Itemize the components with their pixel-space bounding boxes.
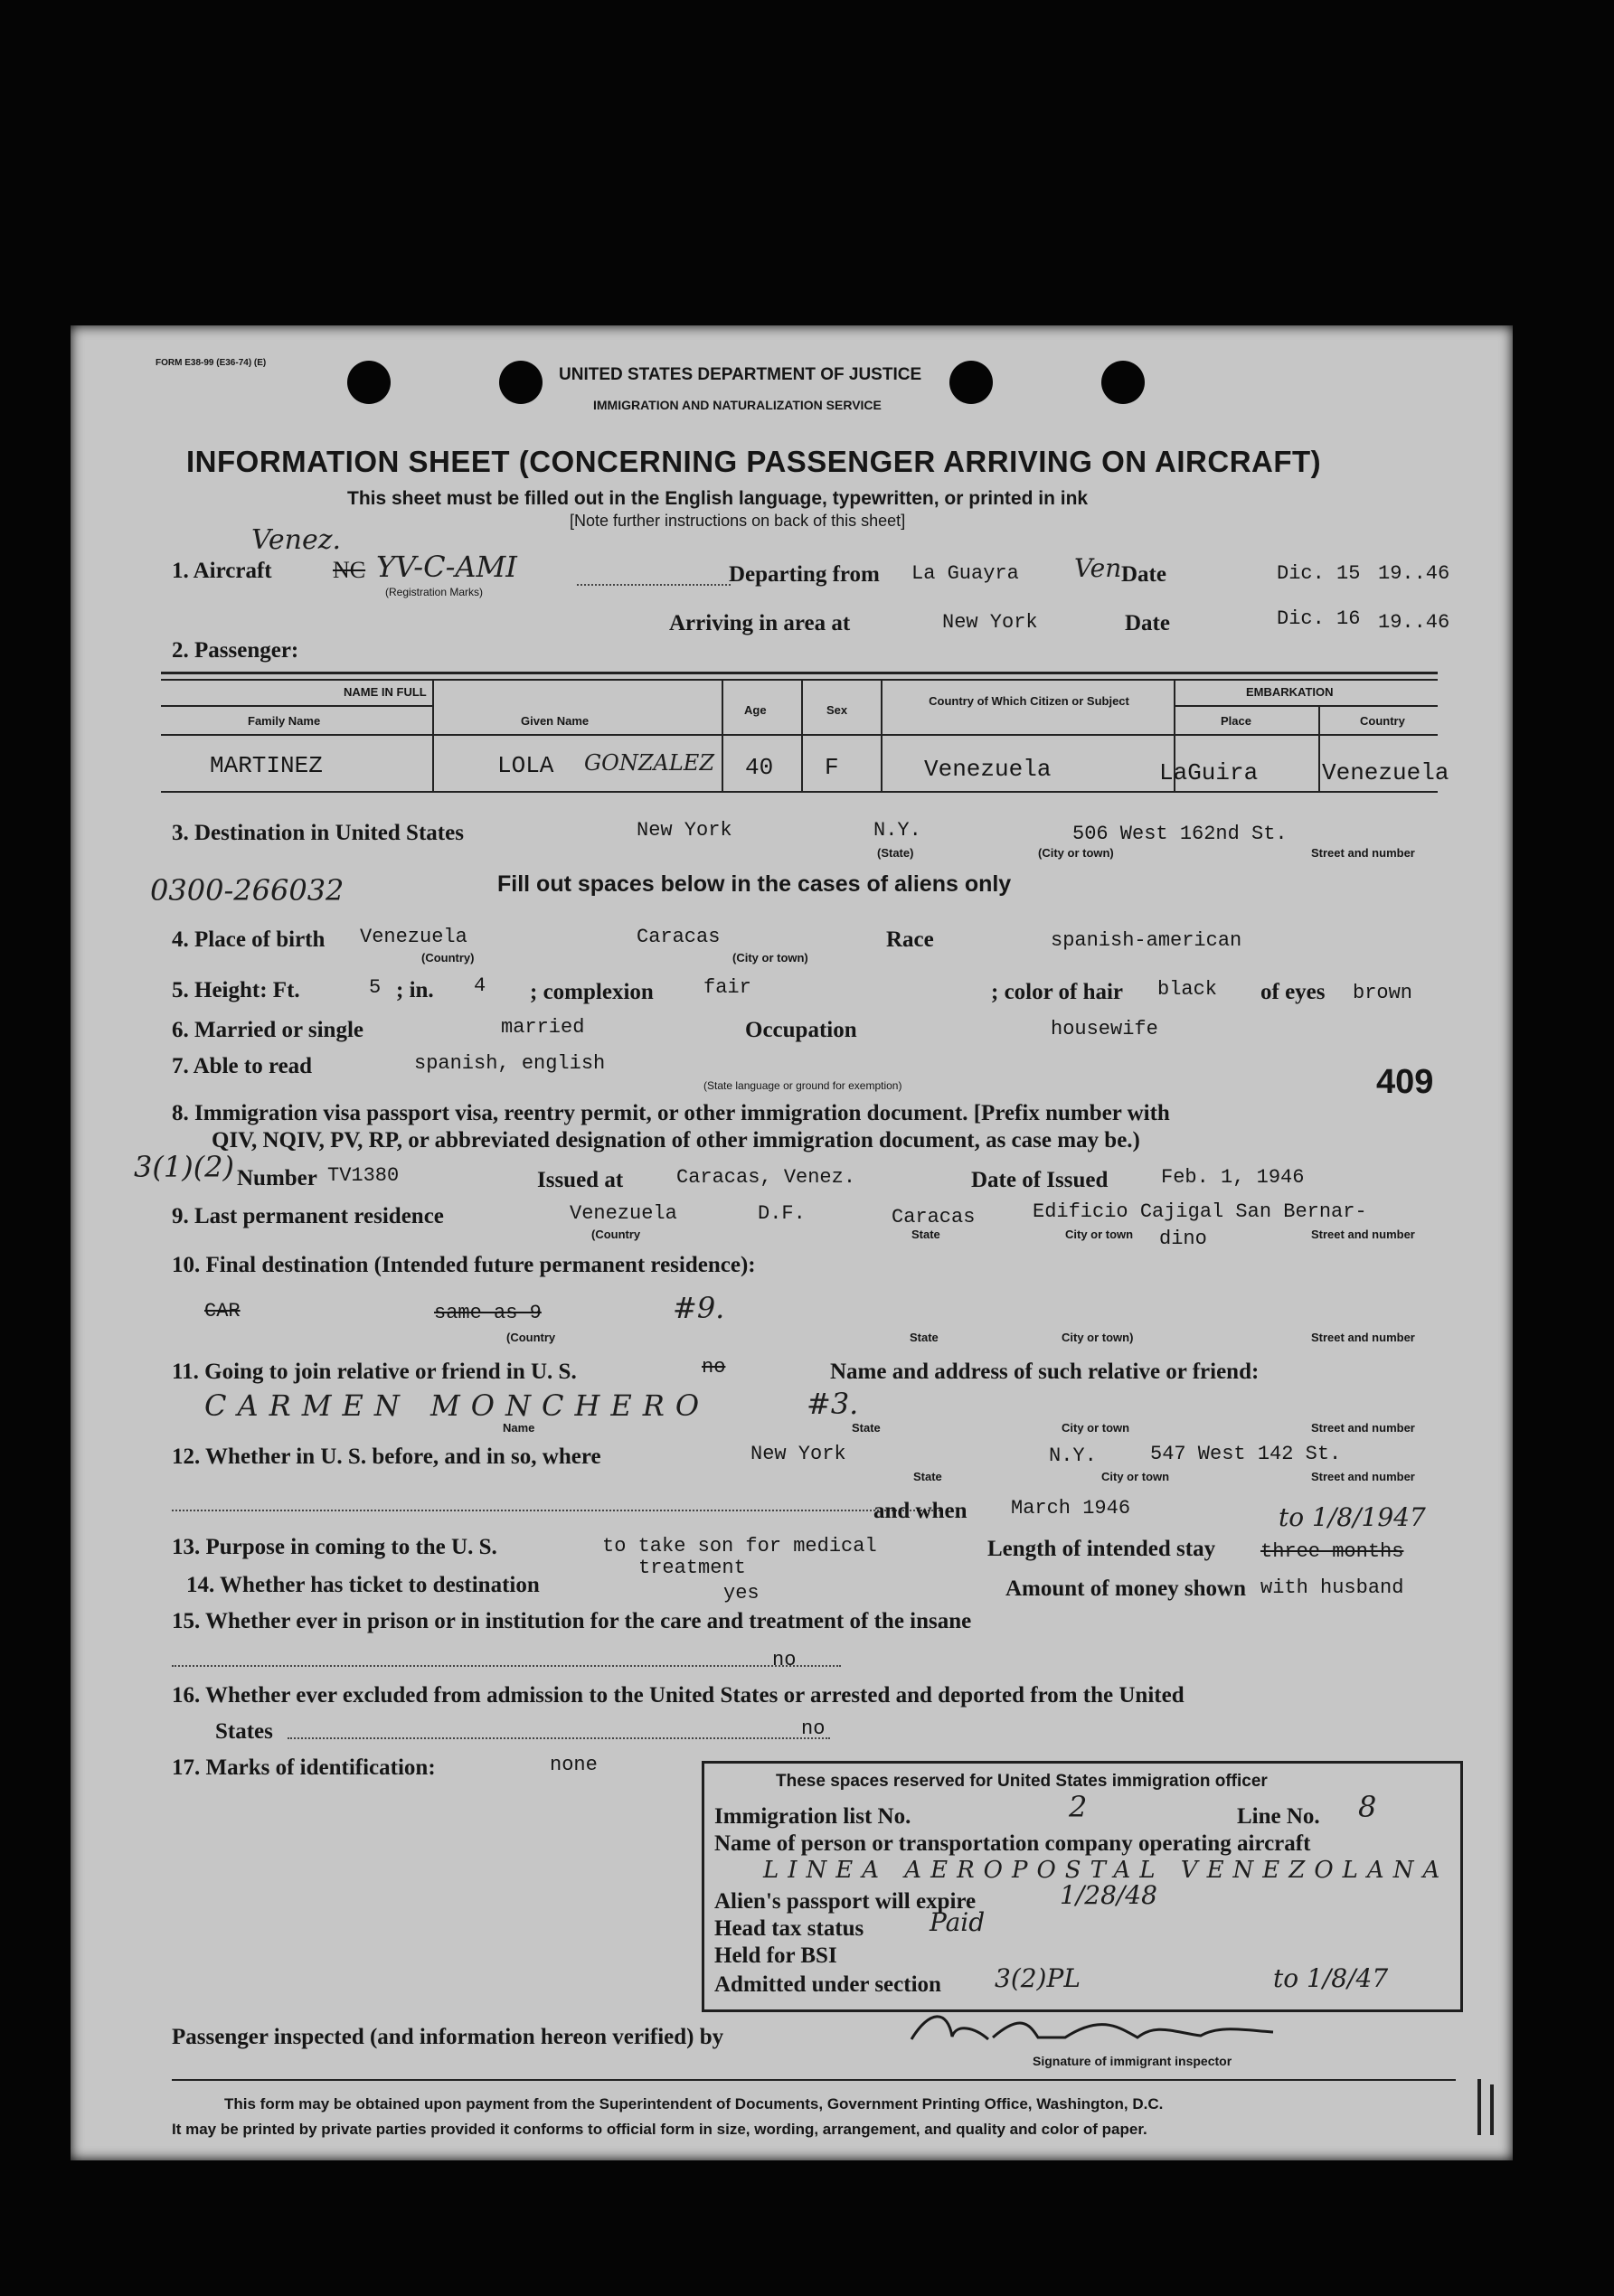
- cap-city: City or town: [1065, 1228, 1134, 1241]
- eyes-label: of eyes: [1260, 980, 1326, 1004]
- join-hand-name: CARMEN MONCHERO: [204, 1388, 711, 1423]
- married-value: married: [501, 1016, 585, 1039]
- form-sheet: [71, 325, 1513, 2160]
- ticket-value: yes: [723, 1582, 760, 1604]
- occupation-value: housewife: [1051, 1018, 1158, 1040]
- stay-struck: three months: [1260, 1540, 1404, 1563]
- prison-label: 15. Whether ever in prison or in institution for the care and treatment of the insane: [172, 1609, 972, 1633]
- when-label: and when: [873, 1499, 967, 1523]
- tax-label: Head tax status: [714, 1916, 864, 1941]
- aircraft-label: 1. Aircraft: [172, 559, 272, 583]
- service-name: IMMIGRATION AND NATURALIZATION SERVICE: [593, 398, 882, 412]
- footer-note-2: It may be printed by private parties provided it conforms to official form in size, wording, arrangement, and quality and color of paper.: [172, 2121, 1147, 2138]
- birth-city: Caracas: [637, 926, 721, 948]
- height-in: 4: [474, 974, 486, 997]
- race-label: Race: [886, 927, 934, 952]
- married-label: 6. Married or single: [172, 1018, 363, 1042]
- visa-line1: 8. Immigration visa passport visa, reentry permit, or other immigration document. [Prefix number with: [172, 1101, 1170, 1125]
- cap-city: City or town: [1101, 1470, 1170, 1483]
- cap-city: City or town): [1062, 1331, 1134, 1344]
- when-value: March 1946: [1011, 1497, 1131, 1520]
- cell-family: MARTINEZ: [210, 752, 323, 779]
- page-title: INFORMATION SHEET (CONCERNING PASSENGER ARRIVING ON AIRCRAFT): [186, 445, 1322, 478]
- stay-label: Length of intended stay: [987, 1537, 1216, 1561]
- before-street: 547 West 142 St.: [1150, 1443, 1342, 1465]
- complexion-value: fair: [703, 976, 751, 999]
- punch-hole: [949, 361, 993, 404]
- residence-city: Caracas: [892, 1206, 976, 1228]
- cap-state: State: [913, 1470, 942, 1483]
- cap-state: State: [911, 1228, 940, 1241]
- departing-label: Departing from: [729, 562, 880, 587]
- before-label: 12. Whether in U. S. before, and in so, where: [172, 1444, 601, 1469]
- birth-label: 4. Place of birth: [172, 927, 326, 952]
- cap-street: Street and number: [1311, 1421, 1415, 1435]
- residence-label: 9. Last permanent residence: [172, 1204, 444, 1228]
- header-family: Family Name: [248, 714, 321, 728]
- complexion-label: ; complexion: [530, 980, 654, 1004]
- issued-at: Caracas, Venez.: [676, 1166, 856, 1189]
- excluded-label-1: 16. Whether ever excluded from admission to the United States or arrested and deported from the United: [172, 1683, 1185, 1708]
- final-hand: #9.: [673, 1291, 725, 1325]
- cap-country: (Country: [506, 1331, 556, 1344]
- depart-year: 19..46: [1378, 562, 1450, 585]
- signature-caption: Signature of immigrant inspector: [1033, 2054, 1232, 2068]
- before-state: N.Y.: [1049, 1444, 1097, 1467]
- cell-place: LaGuira: [1159, 759, 1259, 786]
- excluded-value: no: [801, 1717, 826, 1740]
- depart-date: Dic. 15: [1277, 562, 1361, 585]
- company-value: LINEA AEROPOSTAL VENEZOLANA: [763, 1857, 1449, 1884]
- purpose-value-2: treatment: [638, 1557, 746, 1579]
- cap-state: State: [852, 1421, 881, 1435]
- cap-name: Name: [503, 1421, 535, 1435]
- aircraft-hand-prefix: Venez.: [251, 524, 342, 556]
- passport-label: Alien's passport will expire: [714, 1889, 977, 1914]
- line-label: Line No.: [1237, 1804, 1320, 1829]
- cell-sex: F: [825, 754, 839, 781]
- list-number: 2: [1069, 1790, 1088, 1824]
- money-label: Amount of money shown: [1005, 1576, 1247, 1601]
- department-name: UNITED STATES DEPARTMENT OF JUSTICE: [559, 365, 922, 384]
- join-value: no: [702, 1356, 726, 1379]
- read-caption: (State language or ground for exemption): [703, 1079, 902, 1092]
- tax-value: Paid: [930, 1907, 986, 1937]
- cap-state: State: [910, 1331, 939, 1344]
- header-given: Given Name: [521, 714, 590, 728]
- cap-street: Street and number: [1311, 1470, 1415, 1483]
- cap-city: City or town: [1062, 1421, 1130, 1435]
- destination-street: 506 West 162nd St.: [1072, 823, 1288, 845]
- header-embarkation: EMBARKATION: [1246, 685, 1334, 699]
- section-label: Admitted under section: [714, 1972, 941, 1997]
- cap-city: (City or town): [732, 951, 808, 965]
- footer-note-1: This form may be obtained upon payment from the Superintendent of Documents, Government Printing Office, Washington, D.C.: [224, 2095, 1164, 2113]
- cap-country: (Country): [421, 951, 475, 965]
- bsi-label: Held for BSI: [714, 1943, 837, 1968]
- punch-hole: [499, 361, 543, 404]
- cell-age: 40: [745, 754, 774, 781]
- header-emb-country: Country: [1360, 714, 1405, 728]
- destination-city: New York: [637, 819, 732, 842]
- residence-street2: dino: [1159, 1228, 1207, 1250]
- height-in-label: ; in.: [396, 978, 434, 1002]
- cell-country: Venezuela: [924, 756, 1052, 783]
- cap-state: (State): [877, 846, 914, 860]
- line-number: 8: [1358, 1790, 1377, 1824]
- instructions: This sheet must be filled out in the English language, typewritten, or printed in ink: [347, 488, 1089, 509]
- ticket-label: 14. Whether has ticket to destination: [186, 1573, 540, 1597]
- cap-street: Street and number: [1311, 1228, 1415, 1241]
- inspected-label: Passenger inspected (and information hereon verified) by: [172, 2025, 724, 2049]
- stay-hand: to 1/8/1947: [1279, 1502, 1426, 1532]
- arrive-date: Dic. 16: [1277, 607, 1361, 630]
- aircraft-struck: NC: [333, 557, 366, 583]
- issued-at-label: Issued at: [537, 1168, 624, 1192]
- header-age: Age: [744, 703, 767, 717]
- cap-city: (City or town): [1038, 846, 1114, 860]
- cell-emb-country: Venezuela: [1322, 759, 1449, 786]
- birth-country: Venezuela: [360, 926, 467, 948]
- stamp-number: 409: [1376, 1063, 1434, 1101]
- passport-value: 1/28/48: [1060, 1880, 1157, 1910]
- header-sex: Sex: [826, 703, 848, 717]
- note: [Note further instructions on back of this sheet]: [570, 512, 906, 530]
- purpose-label: 13. Purpose in coming to the U. S.: [172, 1535, 497, 1559]
- destination-label: 3. Destination in United States: [172, 821, 464, 845]
- read-value: spanish, english: [414, 1052, 606, 1075]
- eyes-value: brown: [1353, 982, 1413, 1004]
- money-value: with husband: [1260, 1576, 1404, 1599]
- aircraft-registration: YV-C-AMI: [376, 550, 517, 584]
- company-label: Name of person or transportation company operating aircraft: [714, 1831, 1311, 1856]
- section-date: to 1/8/47: [1273, 1963, 1389, 1993]
- final-struck-2: same as 9: [434, 1302, 542, 1324]
- cell-given-hand: GONZALEZ: [584, 750, 714, 776]
- arriving-value: New York: [942, 611, 1038, 634]
- read-label: 7. Able to read: [172, 1054, 313, 1078]
- date-label: Date: [1121, 562, 1166, 587]
- residence-country: Venezuela: [570, 1202, 677, 1225]
- passenger-label: 2. Passenger:: [172, 638, 299, 663]
- visa-number-label: Number: [237, 1166, 317, 1190]
- header-name-in-full: NAME IN FULL: [344, 685, 427, 699]
- departing-hand: Ven.: [1074, 553, 1130, 583]
- list-label: Immigration list No.: [714, 1804, 911, 1829]
- marks-label: 17. Marks of identification:: [172, 1755, 436, 1780]
- arrive-date-label: Date: [1125, 611, 1170, 635]
- hair-value: black: [1157, 978, 1218, 1001]
- visa-date: Feb. 1, 1946: [1161, 1166, 1305, 1189]
- before-city: New York: [750, 1443, 846, 1465]
- form-number: FORM E38-99 (E36-74) (E): [156, 358, 267, 368]
- header-place: Place: [1221, 714, 1251, 728]
- punch-hole: [1101, 361, 1145, 404]
- cell-given: LOLA: [497, 752, 554, 779]
- final-struck-1: CAR: [204, 1300, 241, 1322]
- marks-value: none: [550, 1754, 598, 1776]
- excluded-label-2: States: [215, 1719, 273, 1744]
- officer-heading: These spaces reserved for United States immigration officer: [776, 1772, 1268, 1791]
- join-name-label: Name and address of such relative or friend:: [830, 1360, 1260, 1384]
- residence-street: Edificio Cajigal San Bernar-: [1033, 1200, 1367, 1223]
- residence-state: D.F.: [758, 1202, 806, 1225]
- cap-street: Street and number: [1311, 1331, 1415, 1344]
- visa-hand-prefix: 3(1)(2): [134, 1150, 235, 1184]
- inspector-signature: [902, 2005, 1354, 2050]
- purpose-value: to take son for medical: [602, 1535, 877, 1557]
- final-label: 10. Final destination (Intended future permanent residence):: [172, 1253, 756, 1277]
- height-label: 5. Height: Ft.: [172, 978, 300, 1002]
- occupation-label: Occupation: [745, 1018, 857, 1042]
- arrive-year: 19..46: [1378, 611, 1450, 634]
- cap-street: Street and number: [1311, 846, 1415, 860]
- file-number: 0300-266032: [150, 873, 345, 908]
- header-country: Country of Which Citizen or Subject: [929, 694, 1129, 708]
- destination-state: N.Y.: [873, 819, 921, 842]
- cap-country: (Country: [591, 1228, 641, 1241]
- visa-number: TV1380: [327, 1164, 400, 1187]
- arriving-label: Arriving in area at: [669, 611, 851, 635]
- height-ft: 5: [369, 976, 382, 999]
- departing-value: La Guayra: [911, 562, 1019, 585]
- visa-date-label: Date of Issued: [971, 1168, 1109, 1192]
- prison-value: no: [772, 1649, 797, 1671]
- hair-label: ; color of hair: [991, 980, 1124, 1004]
- race-value: spanish-american: [1051, 929, 1242, 952]
- section-value: 3(2)PL: [995, 1963, 1081, 1993]
- join-hand-ref: #3.: [807, 1387, 859, 1421]
- join-label: 11. Going to join relative or friend in U. S.: [172, 1360, 577, 1384]
- registration-caption: (Registration Marks): [385, 586, 484, 598]
- aliens-heading: Fill out spaces below in the cases of aliens only: [497, 871, 1012, 897]
- punch-hole: [347, 361, 391, 404]
- visa-line2: QIV, NQIV, PV, RP, or abbreviated designation of other immigration document, as case may be.): [212, 1128, 1140, 1153]
